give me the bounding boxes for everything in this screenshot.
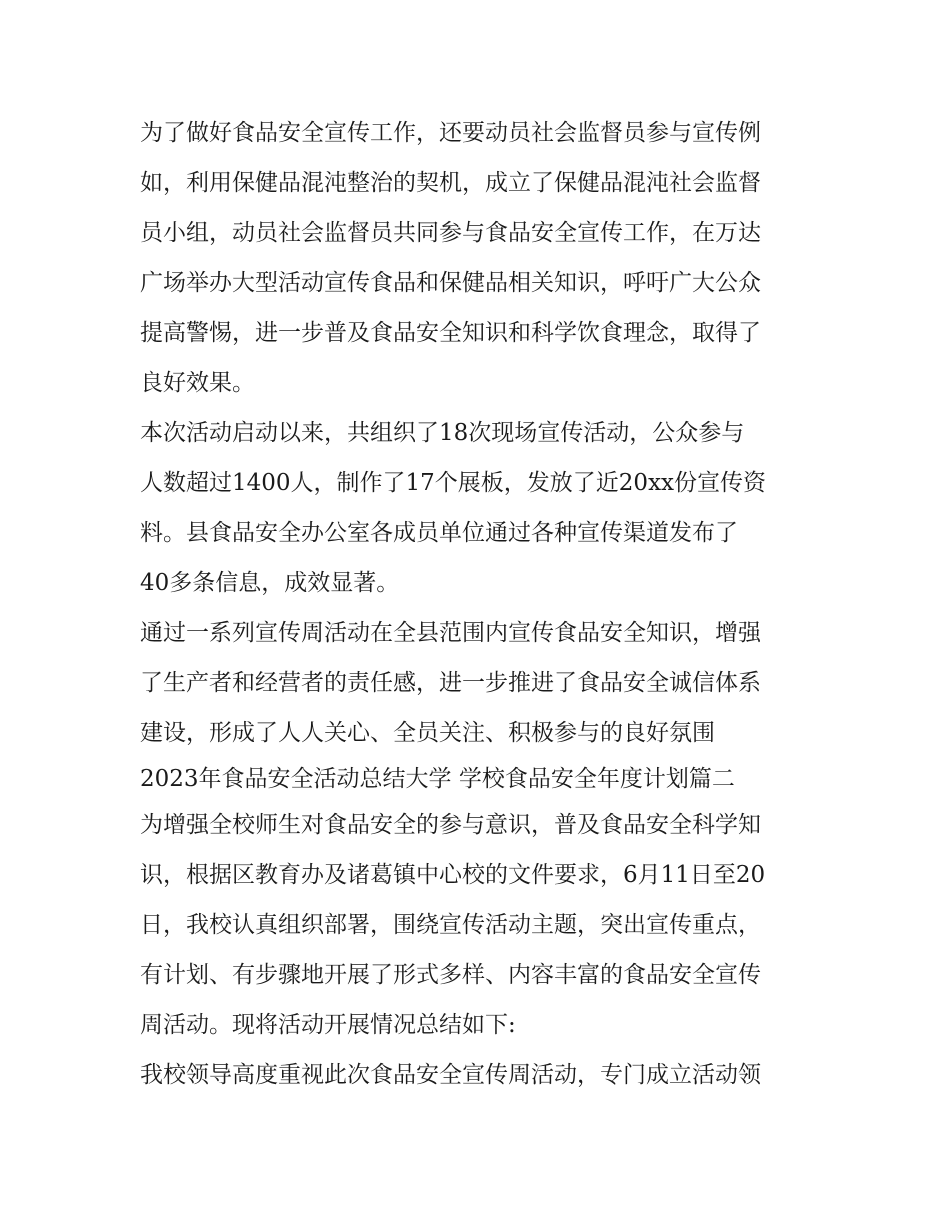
text-line-11: 通过一系列宣传周活动在全县范围内宣传食品安全知识，增强 xyxy=(140,620,761,646)
section-heading: 2023年食品安全活动总结大学 学校食品安全年度计划篇二 xyxy=(140,766,735,792)
text-line-5: 提高警惕，进一步普及食品安全知识和科学饮食理念，取得了 xyxy=(140,320,761,346)
text-line-17: 日，我校认真组织部署，围绕宣传活动主题，突出宣传重点， xyxy=(140,912,761,938)
text-line-8: 人数超过1400人，制作了17个展板，发放了近20xx份宣传资 xyxy=(140,470,767,496)
text-line-9: 料。县食品安全办公室各成员单位通过各种宣传渠道发布了 xyxy=(140,520,738,546)
text-line-7: 本次活动启动以来，共组织了18次现场宣传活动，公众参与 xyxy=(140,420,745,446)
text-line-12: 了生产者和经营者的责任感，进一步推进了食品安全诚信体系 xyxy=(140,670,761,696)
document-body xyxy=(140,108,820,1100)
text-line-4: 广场举办大型活动宣传食品和保健品相关知识，呼吁广大公众 xyxy=(140,270,761,296)
text-line-20: 我校领导高度重视此次食品安全宣传周活动，专门成立活动领 xyxy=(140,1062,761,1088)
text-line-19: 周活动。现将活动开展情况总结如下: xyxy=(140,1012,516,1038)
text-line-10: 40多条信息，成效显著。 xyxy=(140,570,400,596)
text-line-3: 员小组，动员社会监督员共同参与食品安全宣传工作，在万达 xyxy=(140,220,761,246)
text-line-2: 如，利用保健品混沌整治的契机，成立了保健品混沌社会监督 xyxy=(140,170,761,196)
text-line-15: 为增强全校师生对食品安全的参与意识，普及食品安全科学知 xyxy=(140,812,761,838)
text-line-16: 识，根据区教育办及诸葛镇中心校的文件要求，6月11日至20 xyxy=(140,862,766,888)
text-line-6: 良好效果。 xyxy=(140,370,255,396)
text-line-1: 为了做好食品安全宣传工作，还要动员社会监督员参与宣传例 xyxy=(140,120,761,146)
text-line-18: 有计划、有步骤地开展了形式多样、内容丰富的食品安全宣传 xyxy=(140,962,761,988)
text-line-13: 建设，形成了人人关心、全员关注、积极参与的良好氛围 xyxy=(140,720,715,746)
